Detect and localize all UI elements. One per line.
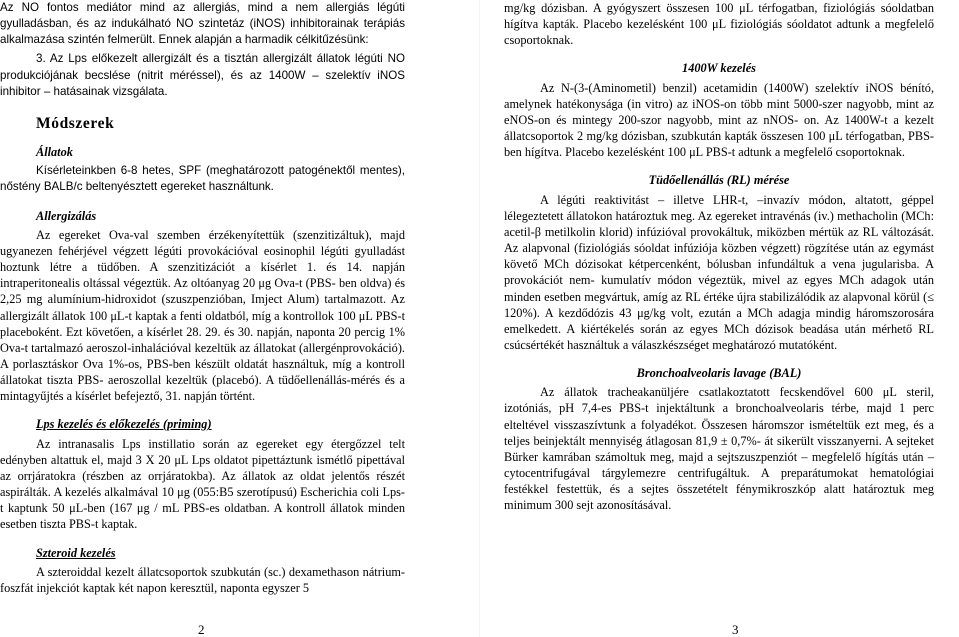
text-line: Kísérleteinkben 6-8 hetes, SPF (meghatározott patogénektől mentes),	[36, 164, 405, 178]
text-line: Az N-(3-(Aminometil) benzil) acetamidin (1400W) szelektív iNOS	[540, 80, 894, 95]
subsection-heading-text: 1400W kezelés	[682, 61, 756, 76]
text-line: A légúti reaktivitást – illetve LHR-t, –invazív módon, altatott, géppel	[540, 192, 934, 207]
subsection-heading-text: Lps kezelés és előkezelés (priming)	[36, 417, 212, 432]
text-line: Az egereket Ova-val szemben érzékenyítettük (szenzitizáltuk), majd	[36, 227, 405, 242]
text-line: nőstény BALB/c beltenyésztett egereket használtunk.	[0, 180, 274, 194]
text-line: állatok minden esetben tiszta PBS-t kaptak.	[0, 501, 406, 532]
subsection-heading	[0, 416, 405, 432]
paragraph	[0, 436, 405, 533]
text-line: lélegeztetett állatokon határoztuk meg. Az egereket intravénás (iv.)	[504, 208, 834, 223]
text-line: A szteroiddal kezelt állatcsoportok szubkután (sc.) dexamethason	[36, 564, 360, 579]
text-line: meghatározó mutatóként.	[712, 337, 838, 352]
text-line: NO produkciójának becslése (nitrit méréssel), és az 1400W – szelektív	[0, 52, 405, 82]
subsection-heading-text: Bronchoalveolaris lavage (BAL)	[636, 366, 802, 381]
text-line: pipettával az orrjáratokra (részben az orrjáratokba). Az állatok az oldat	[0, 452, 405, 483]
text-line: beadása után mérhető RL csúcsértékét használtuk a válaszkészséget	[504, 321, 935, 352]
subsection-heading	[0, 545, 405, 561]
paragraph	[504, 192, 934, 354]
text-line: methacholin (MCh: acetil-β metilkolin klorid) infúzióval provokáltuk,	[504, 208, 934, 239]
text-line: bénító, amelynek hatékonysága (in vitro) az iNOS-on több mint 5000-szer	[504, 80, 935, 111]
text-line: Az állatok tracheakanüljére csatlakoztatott fecskendővel 600 μL	[540, 385, 897, 400]
text-line: át sikerült visszanyerni. A sejteket Bürker kamrában számoltuk meg, majd a	[504, 433, 935, 464]
text-line: gyulladásban, és az indukálható NO szintetáz (iNOS) inhibitorainak terápiás	[0, 17, 405, 31]
subsection-heading-text: Tüdőellenállás (RL) mérése	[648, 173, 790, 188]
text-line: jelentős részét aspirálták. A kezelés alkalmával 10 μg (055:B5 szerotípusú)	[0, 468, 405, 500]
subsection-heading-text: Allergizálás	[36, 208, 97, 223]
page-number-right: 3	[732, 622, 739, 637]
subsection-heading	[0, 144, 405, 160]
subsection-heading	[504, 365, 934, 381]
text-line: azonosításával.	[596, 498, 672, 513]
text-line: célkitűzésünk:	[295, 33, 369, 47]
paragraph	[504, 384, 934, 513]
text-line: alkalmazása szintén felmerült. Ennek alapján a harmadik	[0, 33, 293, 47]
text-line: napján, naponta 20 percig 1% Ova-t tartalmazó aeroszol-inhalációval	[0, 324, 405, 355]
text-line: sejtszuszpenziót – megfelelő hígítás után – cytocentrifugával tárgylemezre	[504, 449, 934, 481]
paragraph	[0, 51, 405, 99]
paragraph	[0, 227, 405, 405]
text-line: majd 1 perc elteltével visszaszívtunk a folyadékot. Összesen háromszor	[504, 401, 934, 432]
paragraph	[504, 0, 934, 48]
text-line: miközben mértük az RL változását. Az alapvonal (fiziológiás sóoldat	[504, 224, 934, 256]
text-line: aeroszollal kezeltük (placebó). A tüdőellenállás-mérés és a mintagyűjtés a	[0, 373, 405, 404]
page-right	[479, 0, 959, 637]
page-number-left: 2	[198, 622, 205, 637]
text-line: steril, izotóniás, pH 7,4-es PBS-t injektáltunk a bronchoalveolaris térbe,	[504, 385, 935, 416]
text-line: adtunk a megfelelő csoportoknak.	[504, 17, 934, 48]
text-line: (≤ 120%). A kezdődózis 43 μg/kg volt, ezután a MCh adagja mindig	[504, 289, 935, 320]
text-line: tartalmazott. Az allergizált állatok 100 μL-t kaptak a fenti oldatból, míg a	[0, 292, 406, 323]
text-line: Escherichia coli Lps-t kaptunk 50 μL-ben (167 μg / mL PBS-es oldatban. A kontroll	[0, 485, 406, 516]
text-line: infúziója közben végzett) rögzítése után az egymást követő MCh dózisokat	[504, 241, 935, 272]
paragraph	[0, 564, 405, 596]
section-heading: Módszerek	[36, 114, 115, 132]
subsection-heading	[504, 60, 934, 76]
subsection-heading	[504, 172, 934, 188]
text-line: kumulatív módon végeztük, mivel az egyes MCh adagok után minden	[504, 273, 934, 304]
paragraph	[504, 80, 934, 161]
text-line: ismételtük ezt meg, és a teljes beinjektált mennyiség átlagosan 81,9 ± 0,7%-	[504, 417, 935, 448]
text-line: Az intranasalis Lps instillatio során az egereket egy étergőzzel telt	[36, 436, 405, 451]
text-line: kezeltük az állatokat (allergénprovokáció). A porlasztáskor Ova 1%-os,	[0, 340, 405, 371]
text-line: on. Az 1400W-t a kezelt állatcsoportok 2 mg/kg dózisban, szubkután kapták	[504, 112, 934, 144]
text-line: iNOS inhibitor – hatásainak vizsgálata.	[0, 68, 405, 98]
text-line: nagyobb, mint az eNOS-on és mintegy 200-szor nagyobb, mint az nNOS-	[504, 96, 934, 127]
text-line: centrifugáltuk. A preparátumokat hematológiai festékkel festettük, és a	[504, 466, 934, 497]
paragraph	[0, 163, 405, 195]
text-line: kísérlet befejeztő, 31. napján történt.	[75, 389, 256, 404]
page-left	[0, 0, 479, 637]
text-line: esetben megvártuk, amíg az RL értéke újra stabilizálódik az alapvonal körül	[544, 289, 920, 304]
text-line: összesen 100 μL térfogatban, PBS-ben hígítva. Placebo kezelésként 100 μL	[504, 129, 934, 160]
text-line: nátrium-foszfát injekciót kaptak két napon keresztül, naponta egyszer 5	[0, 564, 406, 595]
text-line: PBS-ben készült oldatát használtuk, míg a kontroll állatokat tiszta PBS-	[0, 356, 406, 388]
text-line: sóoldatban hígítva kapták. Placebo kezelésként 100 μL fiziológiás sóoldatot	[504, 1, 934, 32]
text-line: mg/kg dózisban. A gyógyszert összesen 100 μL térfogatban, fiziológiás	[504, 1, 876, 15]
subsection-heading-text: Szteroid kezelés	[36, 545, 116, 560]
text-line: kontrollok 100 μL PBS-t placeboként. Ezt követően, a kísérlet 28. 29. és 30.	[0, 308, 405, 339]
subsection-heading-text: Állatok	[36, 145, 73, 160]
text-line: ben oldva) és 2,25 mg alumínium-hidroxidot (szuszpenzióban, Imject Alum)	[0, 276, 406, 307]
text-column-left	[0, 0, 405, 596]
paragraph	[0, 0, 405, 48]
text-line: PBS-t adtunk a megfelelő csoportoknak.	[705, 145, 905, 160]
text-line: ugyanezen fehérjével végzett légúti provokációval eosinophil légúti	[0, 243, 349, 258]
text-line: edényben altattuk el, majd 3 X 20 μL Lps oldatot pipettáztunk ismétlő	[0, 452, 353, 467]
text-line: 3. Az Lps előkezelt allergizált és a tisztán allergizált állatok légúti	[36, 52, 383, 66]
text-line: Az NO fontos mediátor mind az allergiás, mind a nem allergiás légúti	[0, 1, 405, 14]
text-column-right	[504, 0, 934, 514]
text-line: háromszorosára emelkedett. A kiértékelés során az egyes MCh dózisok	[504, 305, 934, 336]
text-line: sejtes összetételt fénymikroszkóp alatt határoztuk meg minimum 300 sejt	[504, 482, 934, 513]
text-line: napján intraperitonealis oltással végeztük. Az oltóanyag 20 μg Ova-t (PBS-	[0, 260, 405, 291]
text-line: kétpercenként, bólusban infundáltuk a vena jugularisba. A provokációt nem-	[504, 257, 934, 288]
text-line: gyulladást hoztunk létre a tüdőben. A szenzitizációt a kísérlet 1. és 14.	[0, 243, 405, 275]
subsection-heading	[0, 208, 405, 224]
